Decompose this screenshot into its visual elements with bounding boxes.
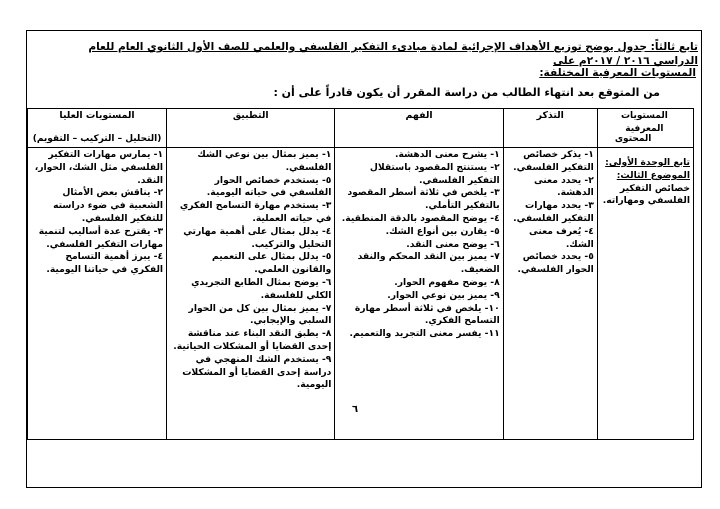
list-item: ١- يذكر خصائص التفكير الفلسفي. <box>513 149 594 173</box>
header-apply: التطبيق <box>167 109 335 148</box>
list-item: ٧- يميز بين النقد المحكم والنقد الضعيف. <box>357 251 500 276</box>
table-body-row <box>28 148 694 440</box>
list-item: ٦- يوضح معنى النقد. <box>406 238 500 250</box>
list-item: ٥- يستخدم خصائص الحوار الفلسفي في حياته اليومية. <box>206 174 332 199</box>
header-levels-content <box>597 109 693 148</box>
list-item: ٥- يقارن بين أنواع الشك. <box>385 225 500 237</box>
list-item: ٤- يدلل بمثال على أهمية مهارتي التحليل والتركيب. <box>183 225 332 250</box>
list-item: ١- يمارس مهارات التفكير الفلسفي مثل الشك، الحوار، النقد. <box>34 149 164 186</box>
list-item: ٣- يلخص في ثلاثة أسطر المقصود بالتفكير التأملي. <box>347 187 500 212</box>
list-item: ٤- يوضح المقصود بالدقة المنطقية. <box>341 212 500 224</box>
list-item: ٢- يستنتج المقصود باستقلال التفكير الفلسفي. <box>369 161 500 186</box>
topic-title: الموضوع الثالث: <box>616 169 690 181</box>
list-item: ٢- يناقش بعض الأمثال الشعبية في ضوء دراسته للتفكير الفلسفي. <box>53 187 164 224</box>
header-higher <box>28 109 167 148</box>
list-item: ٣- يحدد مهارات التفكير الفلسفي. <box>513 200 594 224</box>
understand-cell <box>335 148 503 440</box>
list-item: ١- يميز بمثال بين نوعي الشك الفلسفي. <box>197 149 332 173</box>
list-item: ١٠- يلخص في ثلاثة أسطر مهارة التسامح الفكري. <box>354 302 500 327</box>
higher-cell <box>28 148 167 440</box>
document-title: تابع ثالثاً: جدول يوضح توزيع الأهداف الإجرائية لمادة مبادىء التفكير الفلسفي والعلمي للصف الأول الثانوي العام للعام الدراسي ٢٠١٦ / ٢٠١٧م على <box>88 41 698 67</box>
list-item: ٣- يستخدم مهارة التسامح الفكري في حياته العملية. <box>179 200 332 224</box>
header-content: المحتوى <box>614 134 652 145</box>
header-remember: التذكر <box>503 109 597 148</box>
list-item: ٢- يحدد معنى الدهشة. <box>533 174 594 199</box>
list-item: ٧- يميز بمثال بين كل من الحوار السلبي والإيجابي. <box>188 302 332 327</box>
apply-cell <box>167 148 335 440</box>
header-higher-title: المستويات العليا <box>59 110 135 121</box>
content-cell <box>597 148 693 440</box>
header-understand: الفهم <box>335 109 503 148</box>
list-item: ٦- يوضح بمثال الطابع التجريدي الكلي للفلسفة. <box>191 276 332 301</box>
objectives-table <box>27 108 694 440</box>
list-item: ٥- يدلل بمثال على التعميم والقانون العلمي. <box>212 251 332 276</box>
document-subtitle: المستويات المعرفية المختلفة: <box>539 67 696 79</box>
list-item: ٣- يقترح عدة أساليب لتنمية مهارات التفكير الفلسفي. <box>38 225 164 250</box>
list-item: ٤- يبرز أهمية التسامح الفكري في حياتنا اليومية. <box>46 251 164 276</box>
page-number: ٦ <box>352 404 359 415</box>
remember-cell <box>503 148 597 440</box>
intro-text: من المتوقع بعد انتهاء الطالب من دراسة المقرر أن يكون قادراً على أن : <box>273 86 660 99</box>
table-header-row <box>28 109 694 148</box>
list-item: ٩- يميز بين نوعي الحوار. <box>387 289 500 301</box>
header-levels: المستويات المعرفية <box>621 111 668 134</box>
header-higher-sub: (التحليل – التركيب – التقويم) <box>32 133 162 144</box>
list-item: ٥- يحدد خصائص الحوار الفلسفي. <box>517 251 594 276</box>
list-item: ٨- يطبق النقد البناء عند مناقشة إحدى القضايا أو المشكلات الحياتية. <box>173 328 332 352</box>
topic-text: خصائص التفكير الفلسفي ومهاراته. <box>602 182 690 207</box>
list-item: ١١- يفسر معنى التجريد والتعميم. <box>349 328 500 340</box>
list-item: ١- يشرح معنى الدهشة. <box>394 149 500 160</box>
unit-title: تابع الوحدة الأولى: <box>605 157 690 168</box>
list-item: ٩- يستخدم الشك المنهجي في دراسة إحدى القضايا أو المشكلات اليومية. <box>182 353 332 391</box>
list-item: ٨- يوضح مفهوم الحوار. <box>394 276 500 288</box>
list-item: ٤- يُعرف معنى الشك. <box>529 225 594 250</box>
